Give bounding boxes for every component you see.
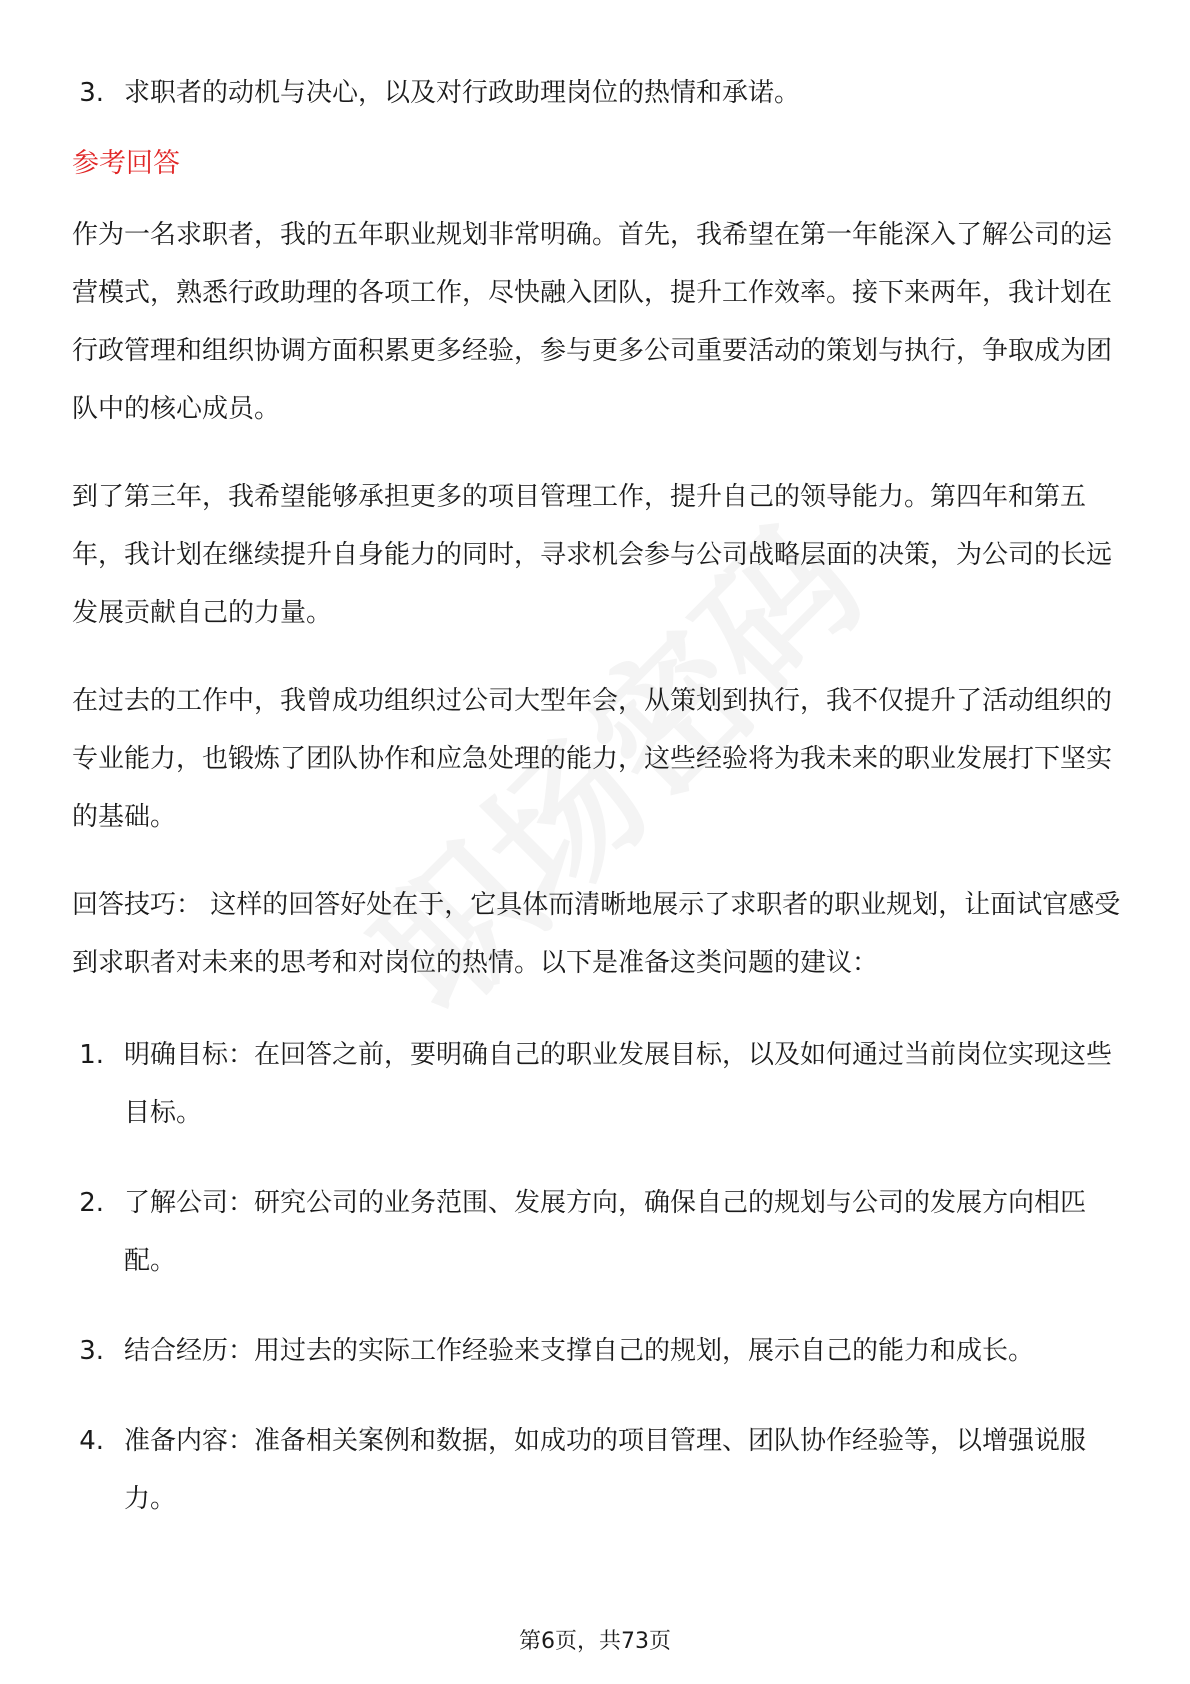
tip-number: 1. [79,1040,104,1070]
answer-paragraph-1: 作为一名求职者，我的五年职业规划非常明确。首先，我希望在第一年能深入了解公司的运营模式，熟悉行政助理的各项工作，尽快融入团队，提升工作效率。接下来两年，我计划在行政管理和组织协调方面积累更多经验，参与更多公司重要活动的策划与执行，争取成为团队中的核心成员。 [72,220,1113,424]
list-text: 求职者的动机与决心，以及对行政助理岗位的热情和承诺。 [124,78,801,108]
tip-number: 4. [79,1426,104,1456]
tip-number: 2. [79,1188,104,1218]
intro-list-item [72,64,1122,122]
tip-text: 准备内容：准备相关案例和数据，如成功的项目管理、团队协作经验等，以增强说服力。 [124,1426,1087,1514]
tip-text: 明确目标：在回答之前，要明确自己的职业发展目标，以及如何通过当前岗位实现这些目标。 [124,1040,1113,1128]
list-number: 3. [79,78,104,108]
tip-item [72,1174,1122,1290]
tips-intro-paragraph: 回答技巧： 这样的回答好处在于，它具体而清晰地展示了求职者的职业规划，让面试官感受到求职者对未来的思考和对岗位的热情。以下是准备这类问题的建议： [72,890,1121,978]
tip-text: 了解公司：研究公司的业务范围、发展方向，确保自己的规划与公司的发展方向相匹配。 [124,1188,1087,1276]
answer-paragraph-3: 在过去的工作中，我曾成功组织过公司大型年会，从策划到执行，我不仅提升了活动组织的专业能力，也锻炼了团队协作和应急处理的能力，这些经验将为我未来的职业发展打下坚实的基础。 [72,686,1113,832]
tip-text: 结合经历：用过去的实际工作经验来支撑自己的规划，展示自己的能力和成长。 [124,1336,1035,1366]
section-heading: 参考回答 [72,148,180,179]
tips-list [72,1026,1122,1528]
tip-item [72,1322,1122,1380]
tip-number: 3. [79,1336,104,1366]
tip-item [72,1026,1122,1142]
tip-item [72,1412,1122,1528]
answer-paragraph-2: 到了第三年，我希望能够承担更多的项目管理工作，提升自己的领导能力。第四年和第五年，我计划在继续提升自身能力的同时，寻求机会参与公司战略层面的决策，为公司的长远发展贡献自己的力量。 [72,482,1113,628]
page-footer: 第6页，共73页 [519,1629,671,1654]
page-content [72,64,1122,1560]
